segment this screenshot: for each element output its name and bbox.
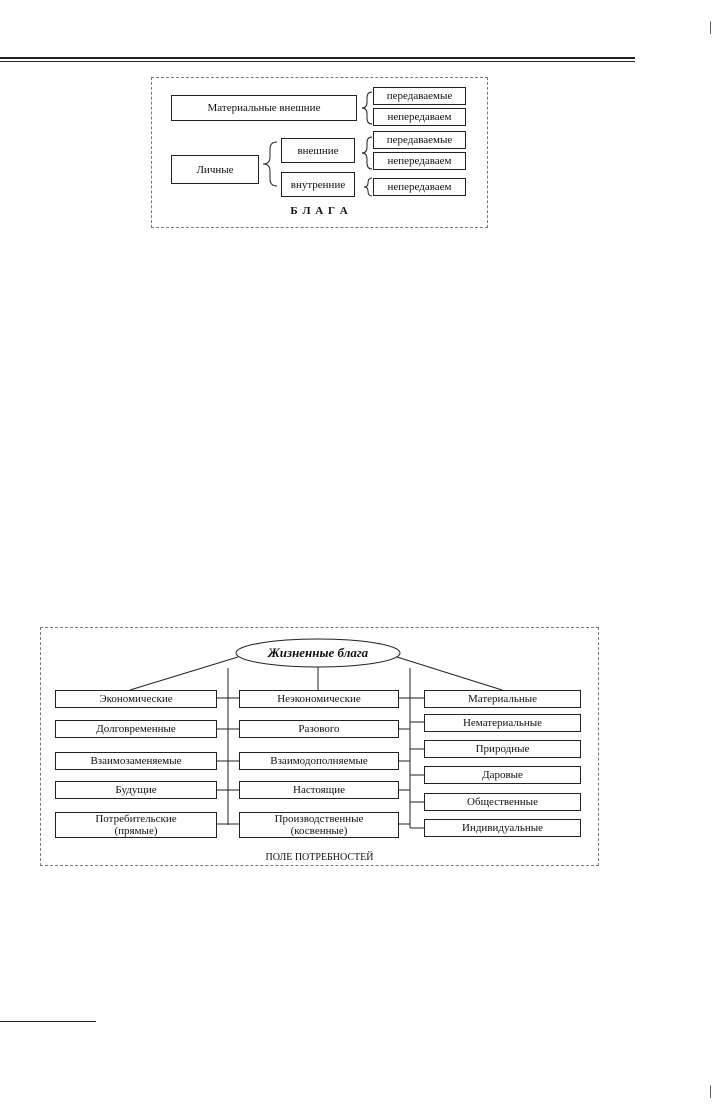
right-item-1: Нематериальные — [424, 714, 581, 732]
right-item-5: Индивидуальные — [424, 819, 581, 837]
right-item-0: Материальные — [424, 690, 581, 708]
leaf-transferable-2: передаваемые — [373, 131, 466, 149]
left-item-0: Экономические — [55, 690, 217, 708]
right-item-4: Общественные — [424, 793, 581, 811]
life-goods-caption: ПОЛЕ ПОТРЕБНОСТЕЙ — [265, 852, 374, 863]
center-label: Жизненные блага — [267, 645, 369, 660]
box-material-external: Материальные внешние — [171, 95, 357, 121]
leaf-nontransferable-1: непередаваем — [373, 108, 466, 126]
right-item-2: Природные — [424, 740, 581, 758]
middle-item-4: Производственные (косвенные) — [239, 812, 399, 838]
left-item-1: Долговременные — [55, 720, 217, 738]
left-item-2: Взаимозаменяемые — [55, 752, 217, 770]
corner-marker: | — [709, 20, 712, 35]
footnote-rule — [0, 1021, 96, 1022]
leaf-transferable-1: передаваемые — [373, 87, 466, 105]
right-item-3: Даровые — [424, 766, 581, 784]
leaf-nontransferable-2: непередаваем — [373, 152, 466, 170]
middle-item-3: Настоящие — [239, 781, 399, 799]
left-item-3: Будущие — [55, 781, 217, 799]
box-personal: Личные — [171, 155, 259, 184]
corner-marker-bottom: | — [709, 1084, 712, 1099]
middle-item-0: Неэкономические — [239, 690, 399, 708]
left-item-4: Потребительские (прямые) — [55, 812, 217, 838]
leaf-nontransferable-3: непередаваем — [373, 178, 466, 196]
box-external: внешние — [281, 138, 355, 163]
middle-item-1: Разового — [239, 720, 399, 738]
middle-item-2: Взаимодополняемые — [239, 752, 399, 770]
box-internal: внутренние — [281, 172, 355, 197]
goods-caption: Б Л А Г А — [290, 205, 349, 217]
